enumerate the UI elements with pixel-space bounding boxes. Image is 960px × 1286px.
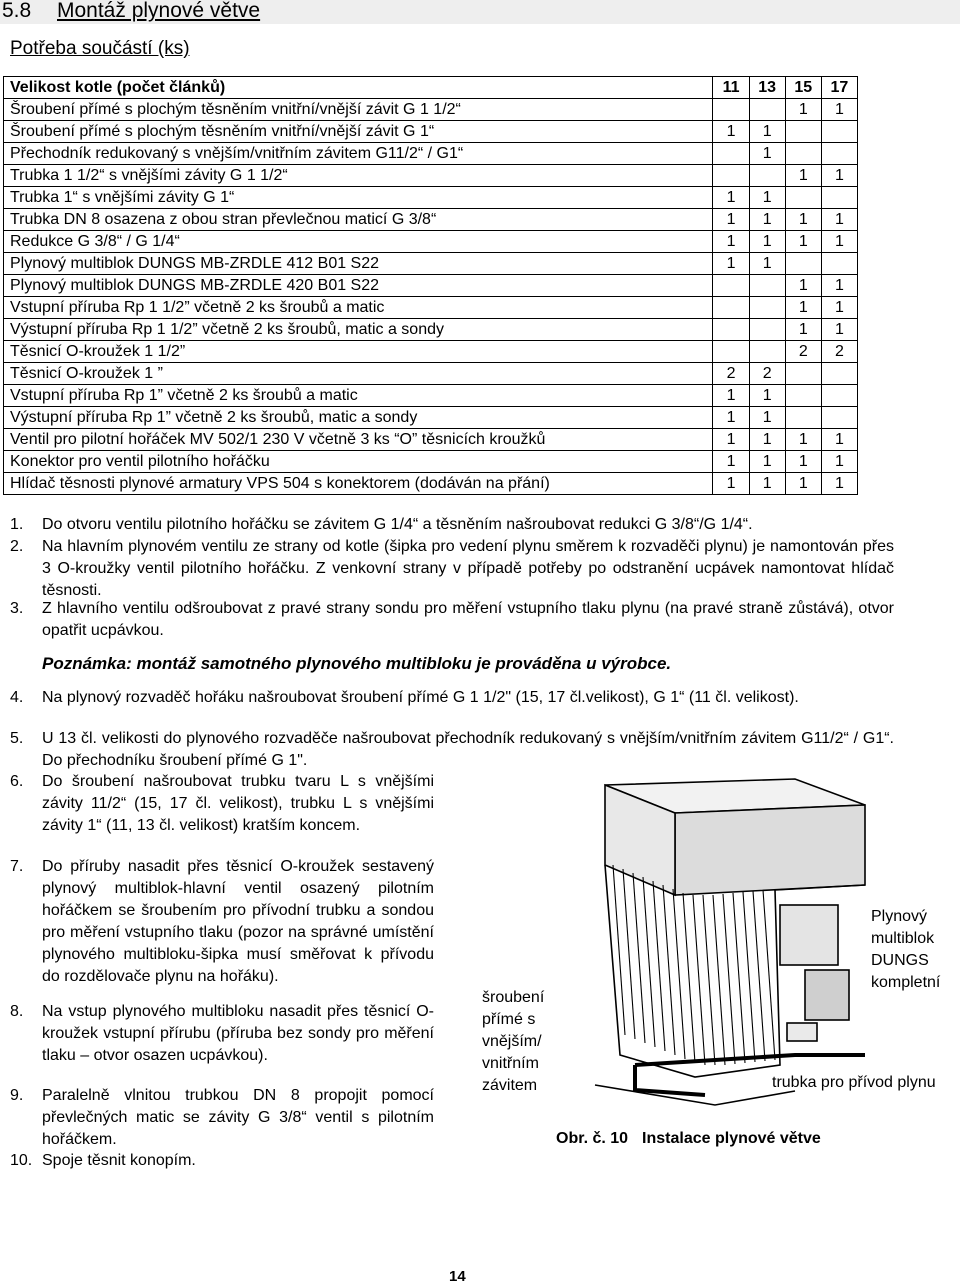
quantity-cell: 1 [821,209,857,231]
row-label: Vstupní příruba Rp 1” včetně 2 ks šroubů a matic [4,385,713,407]
quantity-cell: 1 [821,429,857,451]
quantity-cell: 2 [785,341,821,363]
table-row [4,451,858,473]
quantity-cell [713,275,749,297]
quantity-cell: 1 [821,165,857,187]
quantity-cell: 1 [821,275,857,297]
quantity-cell: 1 [821,99,857,121]
table-row [4,99,858,121]
row-label: Výstupní příruba Rp 1 1/2” včetně 2 ks šroubů, matic a sondy [4,319,713,341]
row-label: Plynový multiblok DUNGS MB-ZRDLE 412 B01 S22 [4,253,713,275]
table-row [4,121,858,143]
table-row [4,231,858,253]
quantity-cell [785,407,821,429]
quantity-cell: 13 [749,77,785,99]
quantity-cell: 1 [785,319,821,341]
row-label: Velikost kotle (počet článků) [4,77,713,99]
quantity-cell: 1 [713,429,749,451]
row-label: Plynový multiblok DUNGS MB-ZRDLE 420 B01 S22 [4,275,713,297]
quantity-cell: 1 [749,187,785,209]
production-note: Poznámka: montáž samotného plynového multibloku je prováděna u výrobce. [42,654,672,673]
table-row [4,297,858,319]
section-number: 5.8 [2,0,32,22]
table-row [4,385,858,407]
label-multiblok: Plynový multiblok DUNGS kompletní [871,908,941,991]
quantity-cell: 17 [821,77,857,99]
row-label: Ventil pro pilotní hořáček MV 502/1 230 V včetně 3 ks “O” těsnicích kroužků [4,429,713,451]
quantity-cell [821,187,857,209]
quantity-cell [713,165,749,187]
section-heading [0,0,960,24]
quantity-cell: 1 [785,451,821,473]
label-trubka: trubka pro přívod plynu [772,1074,936,1091]
parts-subtitle: Potřeba součástí (ks) [10,38,190,59]
row-label: Trubka 1“ s vnějšími závity G 1“ [4,187,713,209]
quantity-cell: 1 [713,121,749,143]
boiler-illustration [565,765,885,1110]
quantity-cell [749,341,785,363]
quantity-cell: 1 [821,451,857,473]
quantity-cell [785,363,821,385]
quantity-cell [821,143,857,165]
step-number: 5. [10,730,24,747]
quantity-cell: 1 [785,297,821,319]
quantity-cell: 11 [713,77,749,99]
quantity-cell: 15 [785,77,821,99]
quantity-cell [821,385,857,407]
step-text: Na hlavním plynovém ventilu ze strany od kotle (šipka pro vedení plynu směrem k rozvaděči plynu) je namontován přes 3 O-kroužky ventil pilotního hořáčku. Z venkovní strany v případě potřeby po odstranění ucpávek namontovat hlídač těsnosti. [42,538,894,599]
quantity-cell: 1 [785,231,821,253]
table-row [4,407,858,429]
step-text: Z hlavního ventilu odšroubovat z pravé strany sondu pro měření vstupního tlaku plynu (na pravé straně zůstává), otvor opatřit ucpávkou. [42,600,894,639]
quantity-cell: 1 [785,165,821,187]
quantity-cell: 1 [749,143,785,165]
quantity-cell [713,319,749,341]
quantity-cell [713,341,749,363]
quantity-cell: 1 [821,297,857,319]
row-label: Trubka DN 8 osazena z obou stran převlečnou maticí G 3/8“ [4,209,713,231]
table-row [4,143,858,165]
quantity-cell [713,297,749,319]
quantity-cell [749,297,785,319]
quantity-cell: 1 [785,99,821,121]
row-label: Redukce G 3/8“ / G 1/4“ [4,231,713,253]
quantity-cell [785,385,821,407]
table-row [4,363,858,385]
quantity-cell: 1 [785,275,821,297]
row-label: Konektor pro ventil pilotního hořáčku [4,451,713,473]
table-row [4,187,858,209]
quantity-cell: 1 [713,451,749,473]
quantity-cell: 1 [821,473,857,495]
step-number: 7. [10,858,24,875]
table-row [4,209,858,231]
quantity-cell: 2 [821,341,857,363]
table-header-row [4,77,858,99]
step-number: 9. [10,1087,24,1104]
step-text: Do šroubení našroubovat trubku tvaru L s vnějšími závity 11/2“ (15, 17 čl. velikost), trubku L s vnějšími závity 1“ (11, 13 čl. velikost) kratším koncem. [42,773,434,834]
quantity-cell [785,187,821,209]
step-number: 2. [10,538,24,555]
quantity-cell: 1 [785,429,821,451]
quantity-cell: 1 [749,451,785,473]
quantity-cell: 1 [713,209,749,231]
quantity-cell [713,99,749,121]
quantity-cell: 1 [749,231,785,253]
quantity-cell: 1 [785,209,821,231]
row-label: Šroubení přímé s plochým těsněním vnitřní/vnější závit G 1“ [4,121,713,143]
quantity-cell [749,319,785,341]
quantity-cell: 1 [749,253,785,275]
quantity-cell [785,253,821,275]
row-label: Těsnicí O-kroužek 1 1/2” [4,341,713,363]
quantity-cell: 1 [749,473,785,495]
row-label: Šroubení přímé s plochým těsněním vnitřní/vnější závit G 1 1/2“ [4,99,713,121]
quantity-cell: 1 [749,121,785,143]
quantity-cell [749,99,785,121]
step-number: 1. [10,516,24,533]
quantity-cell: 1 [713,385,749,407]
caption-number: Obr. č. 10 [556,1130,629,1147]
table-row [4,165,858,187]
quantity-cell: 2 [749,363,785,385]
row-label: Výstupní příruba Rp 1” včetně 2 ks šroubů, matic a sondy [4,407,713,429]
label-sroubeni: šroubení přímé s vnějším/ vnitřním závitem [482,989,545,1094]
quantity-cell: 1 [749,407,785,429]
quantity-cell [821,253,857,275]
row-label: Hlídač těsnosti plynové armatury VPS 504 s konektorem (dodáván na přání) [4,473,713,495]
quantity-cell: 1 [713,187,749,209]
quantity-cell: 1 [749,429,785,451]
row-label: Přechodník redukovaný s vnějším/vnitřním závitem G11/2“ / G1“ [4,143,713,165]
quantity-cell: 1 [785,473,821,495]
quantity-cell: 1 [821,231,857,253]
caption-title: Instalace plynové větve [642,1130,821,1147]
table-row [4,429,858,451]
table-row [4,275,858,297]
step-number: 8. [10,1003,24,1020]
step-text: Na plynový rozvaděč hořáku našroubovat šroubení přímé G 1 1/2" (15, 17 čl.velikost), G 1“ (11 čl. velikost). [42,689,799,706]
quantity-cell: 1 [749,209,785,231]
quantity-cell [785,143,821,165]
step-text: Na vstup plynového multibloku nasadit přes těsnicí O-kroužek vstupní přírubu (příruba bez sondy pro měření tlaku – otvor osazen ucpávkou). [42,1003,434,1064]
quantity-cell [821,407,857,429]
figure-caption [556,1128,835,1150]
quantity-cell [821,363,857,385]
row-label: Těsnicí O-kroužek 1 ” [4,363,713,385]
quantity-cell: 2 [713,363,749,385]
quantity-cell: 1 [713,407,749,429]
step-text: Do otvoru ventilu pilotního hořáčku se závitem G 1/4“ a těsněním našroubovat redukci G 3/8“/G 1/4“. [42,516,753,533]
step-number: 4. [10,689,24,706]
page-number: 14 [449,1268,466,1285]
step-number: 10. [10,1152,33,1169]
quantity-cell [749,275,785,297]
quantity-cell: 1 [821,319,857,341]
step-text: Spoje těsnit konopím. [42,1152,196,1169]
quantity-cell [785,121,821,143]
quantity-cell: 1 [713,253,749,275]
quantity-cell [749,165,785,187]
table-row [4,319,858,341]
row-label: Trubka 1 1/2“ s vnějšími závity G 1 1/2“ [4,165,713,187]
parts-table [3,76,858,495]
table-row [4,253,858,275]
quantity-cell [821,121,857,143]
quantity-cell: 1 [713,231,749,253]
step-text: U 13 čl. velikosti do plynového rozvaděče našroubovat přechodník redukovaný s vnějším/vnitřním závitem G11/2“ / G1“. Do přechodníku šroubení přímé G 1". [42,730,894,769]
step-text: Do příruby nasadit přes těsnicí O-kroužek sestavený plynový multiblok-hlavní ventil osazený pilotním hořáčkem se šroubením pro přívodní trubku a sondou pro měření vstupního tlaku (pozor na správné umístění plynového multibloku-šipka musí směřovat k přívodu do rozdělovače plynu na hořáku). [42,858,434,985]
step-number: 6. [10,773,24,790]
table-row [4,473,858,495]
quantity-cell: 1 [713,473,749,495]
row-label: Vstupní příruba Rp 1 1/2” včetně 2 ks šroubů a matic [4,297,713,319]
step-text: Paralelně vlnitou trubkou DN 8 propojit pomocí převlečných matic se závity G 3/8“ ventil s pilotním hořáčkem. [42,1087,434,1148]
quantity-cell: 1 [749,385,785,407]
section-title: Montáž plynové větve [57,0,261,22]
table-row [4,341,858,363]
step-number: 3. [10,600,24,617]
quantity-cell [713,143,749,165]
